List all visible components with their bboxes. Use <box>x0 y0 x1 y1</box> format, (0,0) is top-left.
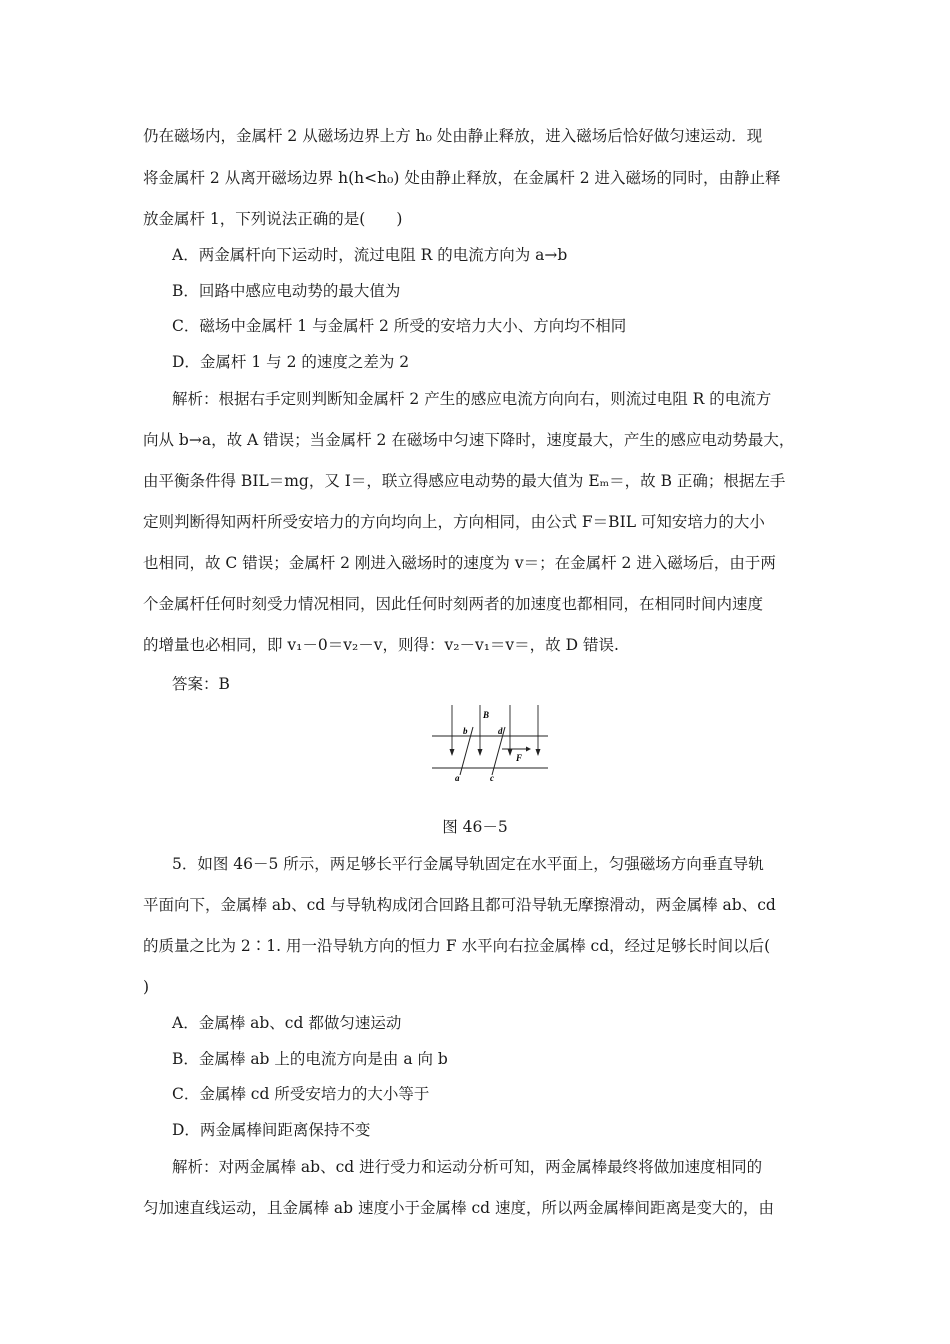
q4-option-d: D．金属杆 1 与 2 的速度之差为 2 <box>172 353 410 371</box>
q4-option-b: B．回路中感应电动势的最大值为 <box>172 282 401 300</box>
figure-rails-diagram <box>430 703 550 783</box>
q5-option-c: C．金属棒 cd 所受安培力的大小等于 <box>172 1085 430 1103</box>
q4-analysis-line-7: 的增量也必相同，即 v₁－0＝v₂－v，则得：v₂－v₁＝v＝，故 D 错误. <box>143 636 619 654</box>
figure-caption: 图 46－5 <box>442 818 508 836</box>
label-b: b <box>463 726 468 736</box>
q5-option-b: B．金属棒 ab 上的电流方向是由 a 向 b <box>172 1050 448 1068</box>
label-c: c <box>490 773 494 783</box>
q5-stem-line-3: 的质量之比为 2∶1. 用一沿导轨方向的恒力 F 水平向右拉金属棒 cd，经过足够长时间以后( <box>143 937 771 955</box>
q5-analysis-line-2: 匀加速直线运动，且金属棒 ab 速度小于金属棒 cd 速度，所以两金属棒间距离是变大的，由 <box>143 1199 774 1217</box>
q4-answer: 答案：B <box>172 675 230 693</box>
q5-stem-line-4: ) <box>143 978 150 996</box>
force-arrowhead <box>526 747 531 752</box>
q5-stem-line-2: 平面向下，金属棒 ab、cd 与导轨构成闭合回路且都可沿导轨无摩擦滑动，两金属棒 ab、cd <box>143 896 776 914</box>
q4-analysis-line-3: 由平衡条件得 BIL＝mg，又 I＝，联立得感应电动势的最大值为 Eₘ＝，故 B 正确；根据左手 <box>143 472 786 490</box>
q5-option-d: D．两金属棒间距离保持不变 <box>172 1121 371 1139</box>
label-F: F <box>516 753 523 763</box>
q4-analysis-line-5: 也相同，故 C 错误；金属杆 2 刚进入磁场时的速度为 v＝；在金属杆 2 进入磁场后，由于两 <box>143 554 776 572</box>
label-d: d <box>498 726 503 736</box>
q5-analysis-line-1: 解析：对两金属棒 ab、cd 进行受力和运动分析可知，两金属棒最终将做加速度相同的 <box>172 1158 763 1176</box>
q4-stem-line-3: 放金属杆 1，下列说法正确的是( ) <box>143 210 403 228</box>
q4-analysis-line-1: 解析：根据右手定则判断知金属杆 2 产生的感应电流方向向右，则流过电阻 R 的电流方 <box>172 390 772 408</box>
q5-stem-line-1: 5．如图 46－5 所示，两足够长平行金属导轨固定在水平面上，匀强磁场方向垂直导轨 <box>172 855 764 873</box>
label-a: a <box>455 773 460 783</box>
q4-stem-line-2: 将金属杆 2 从离开磁场边界 h(h<h₀) 处由静止释放，在金属杆 2 进入磁场的同时，由静止释 <box>143 169 781 187</box>
q4-option-a: A．两金属杆向下运动时，流过电阻 R 的电流方向为 a→b <box>172 246 568 264</box>
q4-option-c: C．磁场中金属杆 1 与金属杆 2 所受的安培力大小、方向均不相同 <box>172 317 627 335</box>
q4-stem-line-1: 仍在磁场内，金属杆 2 从磁场边界上方 h₀ 处由静止释放，进入磁场后恰好做匀速运动．现 <box>143 127 763 145</box>
q5-option-a: A．金属棒 ab、cd 都做匀速运动 <box>172 1014 402 1032</box>
q4-analysis-line-2: 向从 b→a，故 A 错误；当金属杆 2 在磁场中匀速下降时，速度最大，产生的感应电动势最大， <box>143 431 795 449</box>
q4-analysis-line-6: 个金属杆任何时刻受力情况相同，因此任何时刻两者的加速度也都相同，在相同时间内速度 <box>143 595 764 613</box>
label-B: B <box>483 710 490 720</box>
q4-analysis-line-4: 定则判断得知两杆所受安培力的方向均向上，方向相同，由公式 F＝BIL 可知安培力的大小 <box>143 513 765 531</box>
